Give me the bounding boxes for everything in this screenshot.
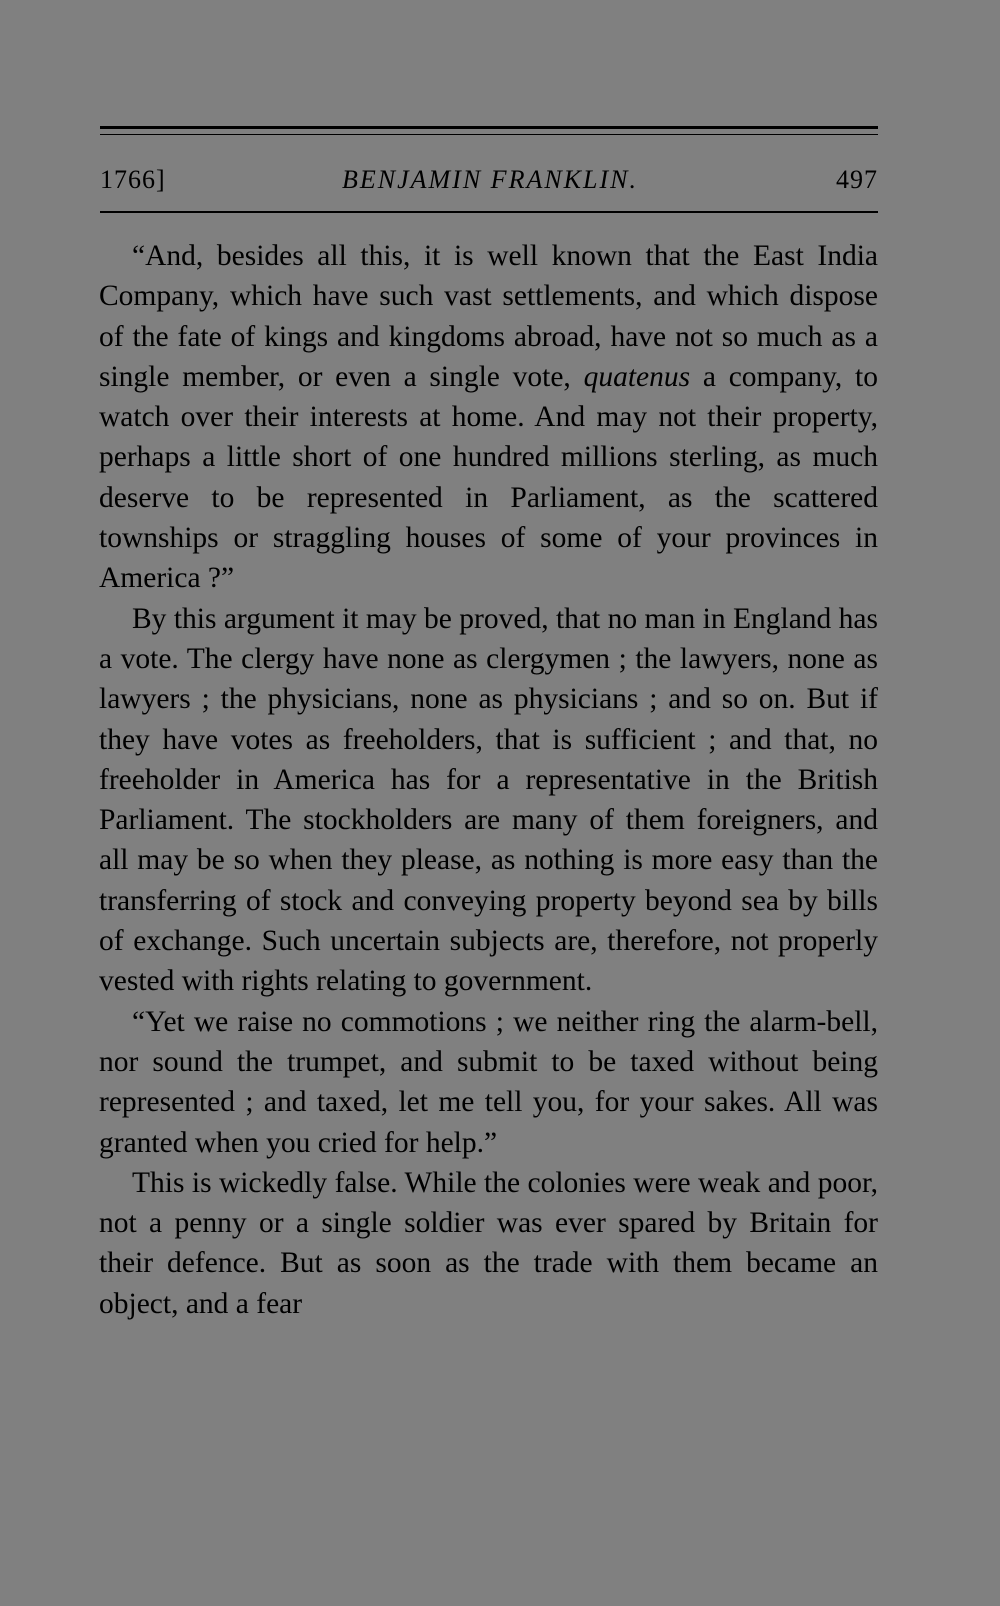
- paragraph-1-text-b: a company, to watch over their interests at home. And may not their property, perhaps a little short of one hundred millions sterling, as much deserve to be represented in Parliament, as the scattered townships or straggling houses of some of your provinces in America ?”: [99, 360, 878, 595]
- header-year: 1766]: [100, 165, 166, 194]
- header-title: BENJAMIN FRANKLIN.: [342, 165, 638, 194]
- header-rule: [100, 211, 878, 213]
- paragraph-1-text-a: “And, besides all this, it is well known that the East India Company, which have such vast settlements, and which dispose of the fate of kings and kingdoms abroad, have not so much as a single member, or even a single vote,: [99, 240, 878, 393]
- top-rule-thick: [100, 126, 878, 129]
- paragraph-1: [99, 236, 878, 599]
- running-head: [100, 160, 878, 200]
- paragraph-2: By this argument it may be proved, that no man in England has a vote. The clergy have none as clergymen ; the lawyers, none as lawyers ; the physicians, none as physicians ; and so on. But if they have votes as freeholders, that is sufficient ; and that, no freeholder in America has for a representative in the British Parliament. The stockholders are many of them foreigners, and all may be so when they please, as nothing is more easy than the transferring of stock and conveying property beyond sea by bills of exchange. Such uncertain subjects are, therefore, not properly vested with rights relating to government.: [99, 602, 878, 998]
- body-text: [99, 236, 878, 1324]
- paragraph-3: “Yet we raise no commotions ; we neither ring the alarm-bell, nor sound the trumpet, and submit to be taxed without being represented ; and taxed, let me tell you, for your sakes. All was granted when you cried for help.”: [99, 1005, 878, 1159]
- paragraph-4: This is wickedly false. While the colonies were weak and poor, not a penny or a single soldier was ever spared by Britain for their defence. But as soon as the trade with them became an object, and a fear: [99, 1166, 878, 1320]
- page-number: 497: [836, 165, 878, 194]
- paragraph-1-italic: quatenus: [583, 360, 691, 393]
- top-rule-thin: [100, 134, 878, 135]
